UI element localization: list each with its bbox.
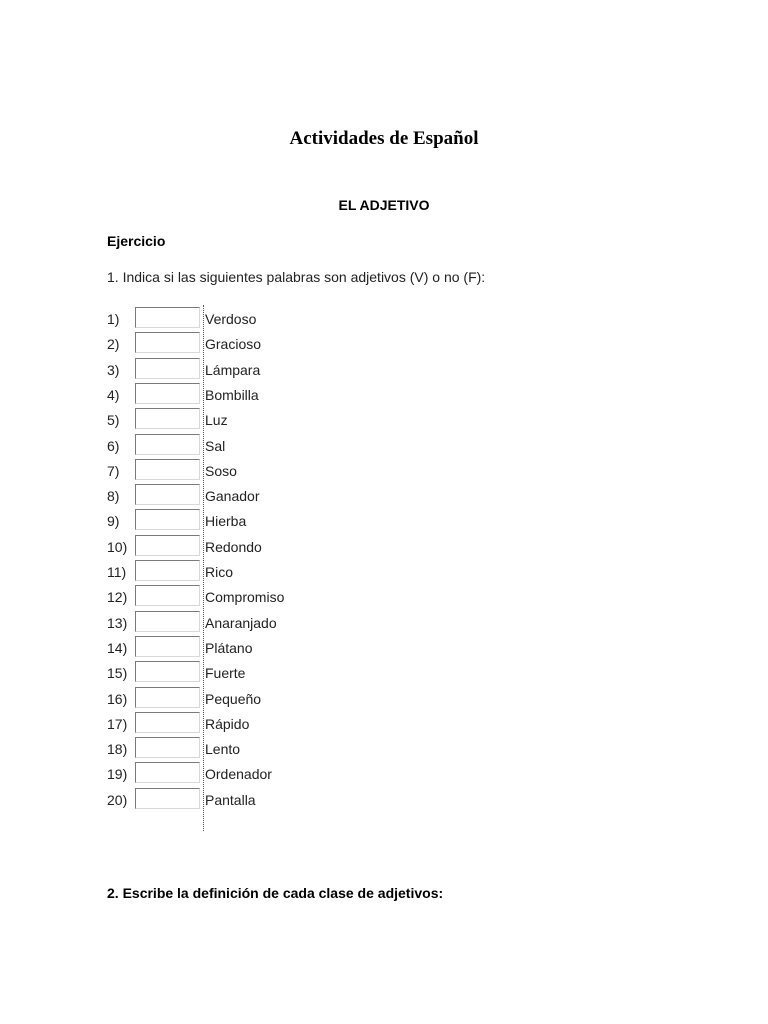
- answer-field[interactable]: [135, 459, 200, 480]
- list-item: [107, 735, 407, 760]
- answer-field[interactable]: [135, 687, 200, 708]
- item-word: Lento: [205, 741, 241, 758]
- item-number: 13): [107, 614, 128, 631]
- answer-field[interactable]: [135, 712, 200, 733]
- item-number: 12): [107, 589, 128, 606]
- document-title: Actividades de Español: [289, 128, 479, 149]
- item-word: Lámpara: [205, 361, 261, 378]
- list-item: [107, 507, 407, 532]
- item-number: 6): [107, 437, 120, 454]
- answer-field[interactable]: [135, 535, 200, 556]
- item-word: Luz: [205, 412, 228, 429]
- answer-field[interactable]: [135, 383, 200, 404]
- answer-field[interactable]: [135, 408, 200, 429]
- answer-field[interactable]: [135, 560, 200, 581]
- item-number: 11): [107, 564, 127, 580]
- item-number: 10): [107, 538, 128, 555]
- list-item: [107, 381, 407, 406]
- item-number: 1): [107, 311, 120, 327]
- item-word: Pantalla: [205, 791, 256, 808]
- answer-field[interactable]: [135, 661, 200, 682]
- list-item: [107, 406, 407, 431]
- item-word: Sal: [205, 437, 226, 454]
- answer-field[interactable]: [135, 636, 200, 657]
- list-item: [107, 482, 407, 507]
- item-word: Compromiso: [205, 589, 285, 606]
- item-word: Bombilla: [205, 386, 259, 403]
- answer-field[interactable]: [135, 484, 200, 505]
- item-number: 5): [107, 412, 120, 429]
- item-word: Plátano: [205, 639, 253, 656]
- item-word: Verdoso: [205, 311, 257, 327]
- item-word: Rápido: [205, 715, 250, 732]
- item-number: 4): [107, 386, 120, 403]
- list-item: [107, 305, 407, 330]
- item-number: 18): [107, 741, 128, 758]
- item-word: Rico: [205, 564, 234, 580]
- item-number: 15): [107, 665, 128, 682]
- item-word: Soso: [205, 462, 237, 479]
- item-number: 8): [107, 488, 120, 505]
- item-word: Hierba: [205, 513, 247, 530]
- list-item: [107, 786, 407, 811]
- item-word: Fuerte: [205, 665, 246, 682]
- item-number: 14): [107, 639, 128, 656]
- list-item: [107, 558, 407, 583]
- exercise-label: Ejercicio: [107, 233, 166, 249]
- list-item: [107, 457, 407, 482]
- item-number: 16): [107, 690, 128, 707]
- instruction-text: 1. Indica si las siguientes palabras son adjetivos (V) o no (F):: [107, 269, 486, 285]
- item-word: Ordenador: [205, 766, 272, 783]
- item-number: 7): [107, 462, 120, 479]
- item-number: 3): [107, 361, 120, 378]
- answer-field[interactable]: [135, 509, 200, 530]
- list-item: [107, 533, 407, 558]
- list-item: [107, 760, 407, 785]
- question-two: 2. Escribe la definición de cada clase de adjetivos:: [107, 885, 444, 901]
- answer-field[interactable]: [135, 737, 200, 758]
- item-number: 20): [107, 791, 128, 808]
- list-item: [107, 659, 407, 684]
- item-word: Pequeño: [205, 690, 262, 707]
- item-word: Ganador: [205, 488, 260, 505]
- answer-field[interactable]: [135, 307, 200, 328]
- list-item: [107, 685, 407, 710]
- list-item: [107, 330, 407, 355]
- list-item: [107, 710, 407, 735]
- item-number: 17): [107, 715, 128, 732]
- item-word: Gracioso: [205, 336, 262, 353]
- list-item: [107, 583, 407, 608]
- answer-field[interactable]: [135, 434, 200, 455]
- item-word: Redondo: [205, 538, 262, 555]
- answer-list: [107, 305, 407, 833]
- list-item: [107, 634, 407, 659]
- answer-field[interactable]: [135, 585, 200, 606]
- answer-field[interactable]: [135, 332, 200, 353]
- item-word: Anaranjado: [205, 614, 277, 631]
- item-number: 19): [107, 766, 128, 783]
- item-number: 2): [107, 336, 120, 353]
- answer-field[interactable]: [135, 358, 200, 379]
- list-item: [107, 432, 407, 457]
- list-item: [107, 356, 407, 381]
- section-title: EL ADJETIVO: [338, 197, 430, 213]
- answer-field[interactable]: [135, 611, 200, 632]
- answer-field[interactable]: [135, 788, 200, 809]
- item-number: 9): [107, 513, 120, 530]
- answer-field[interactable]: [135, 762, 200, 783]
- list-item: [107, 609, 407, 634]
